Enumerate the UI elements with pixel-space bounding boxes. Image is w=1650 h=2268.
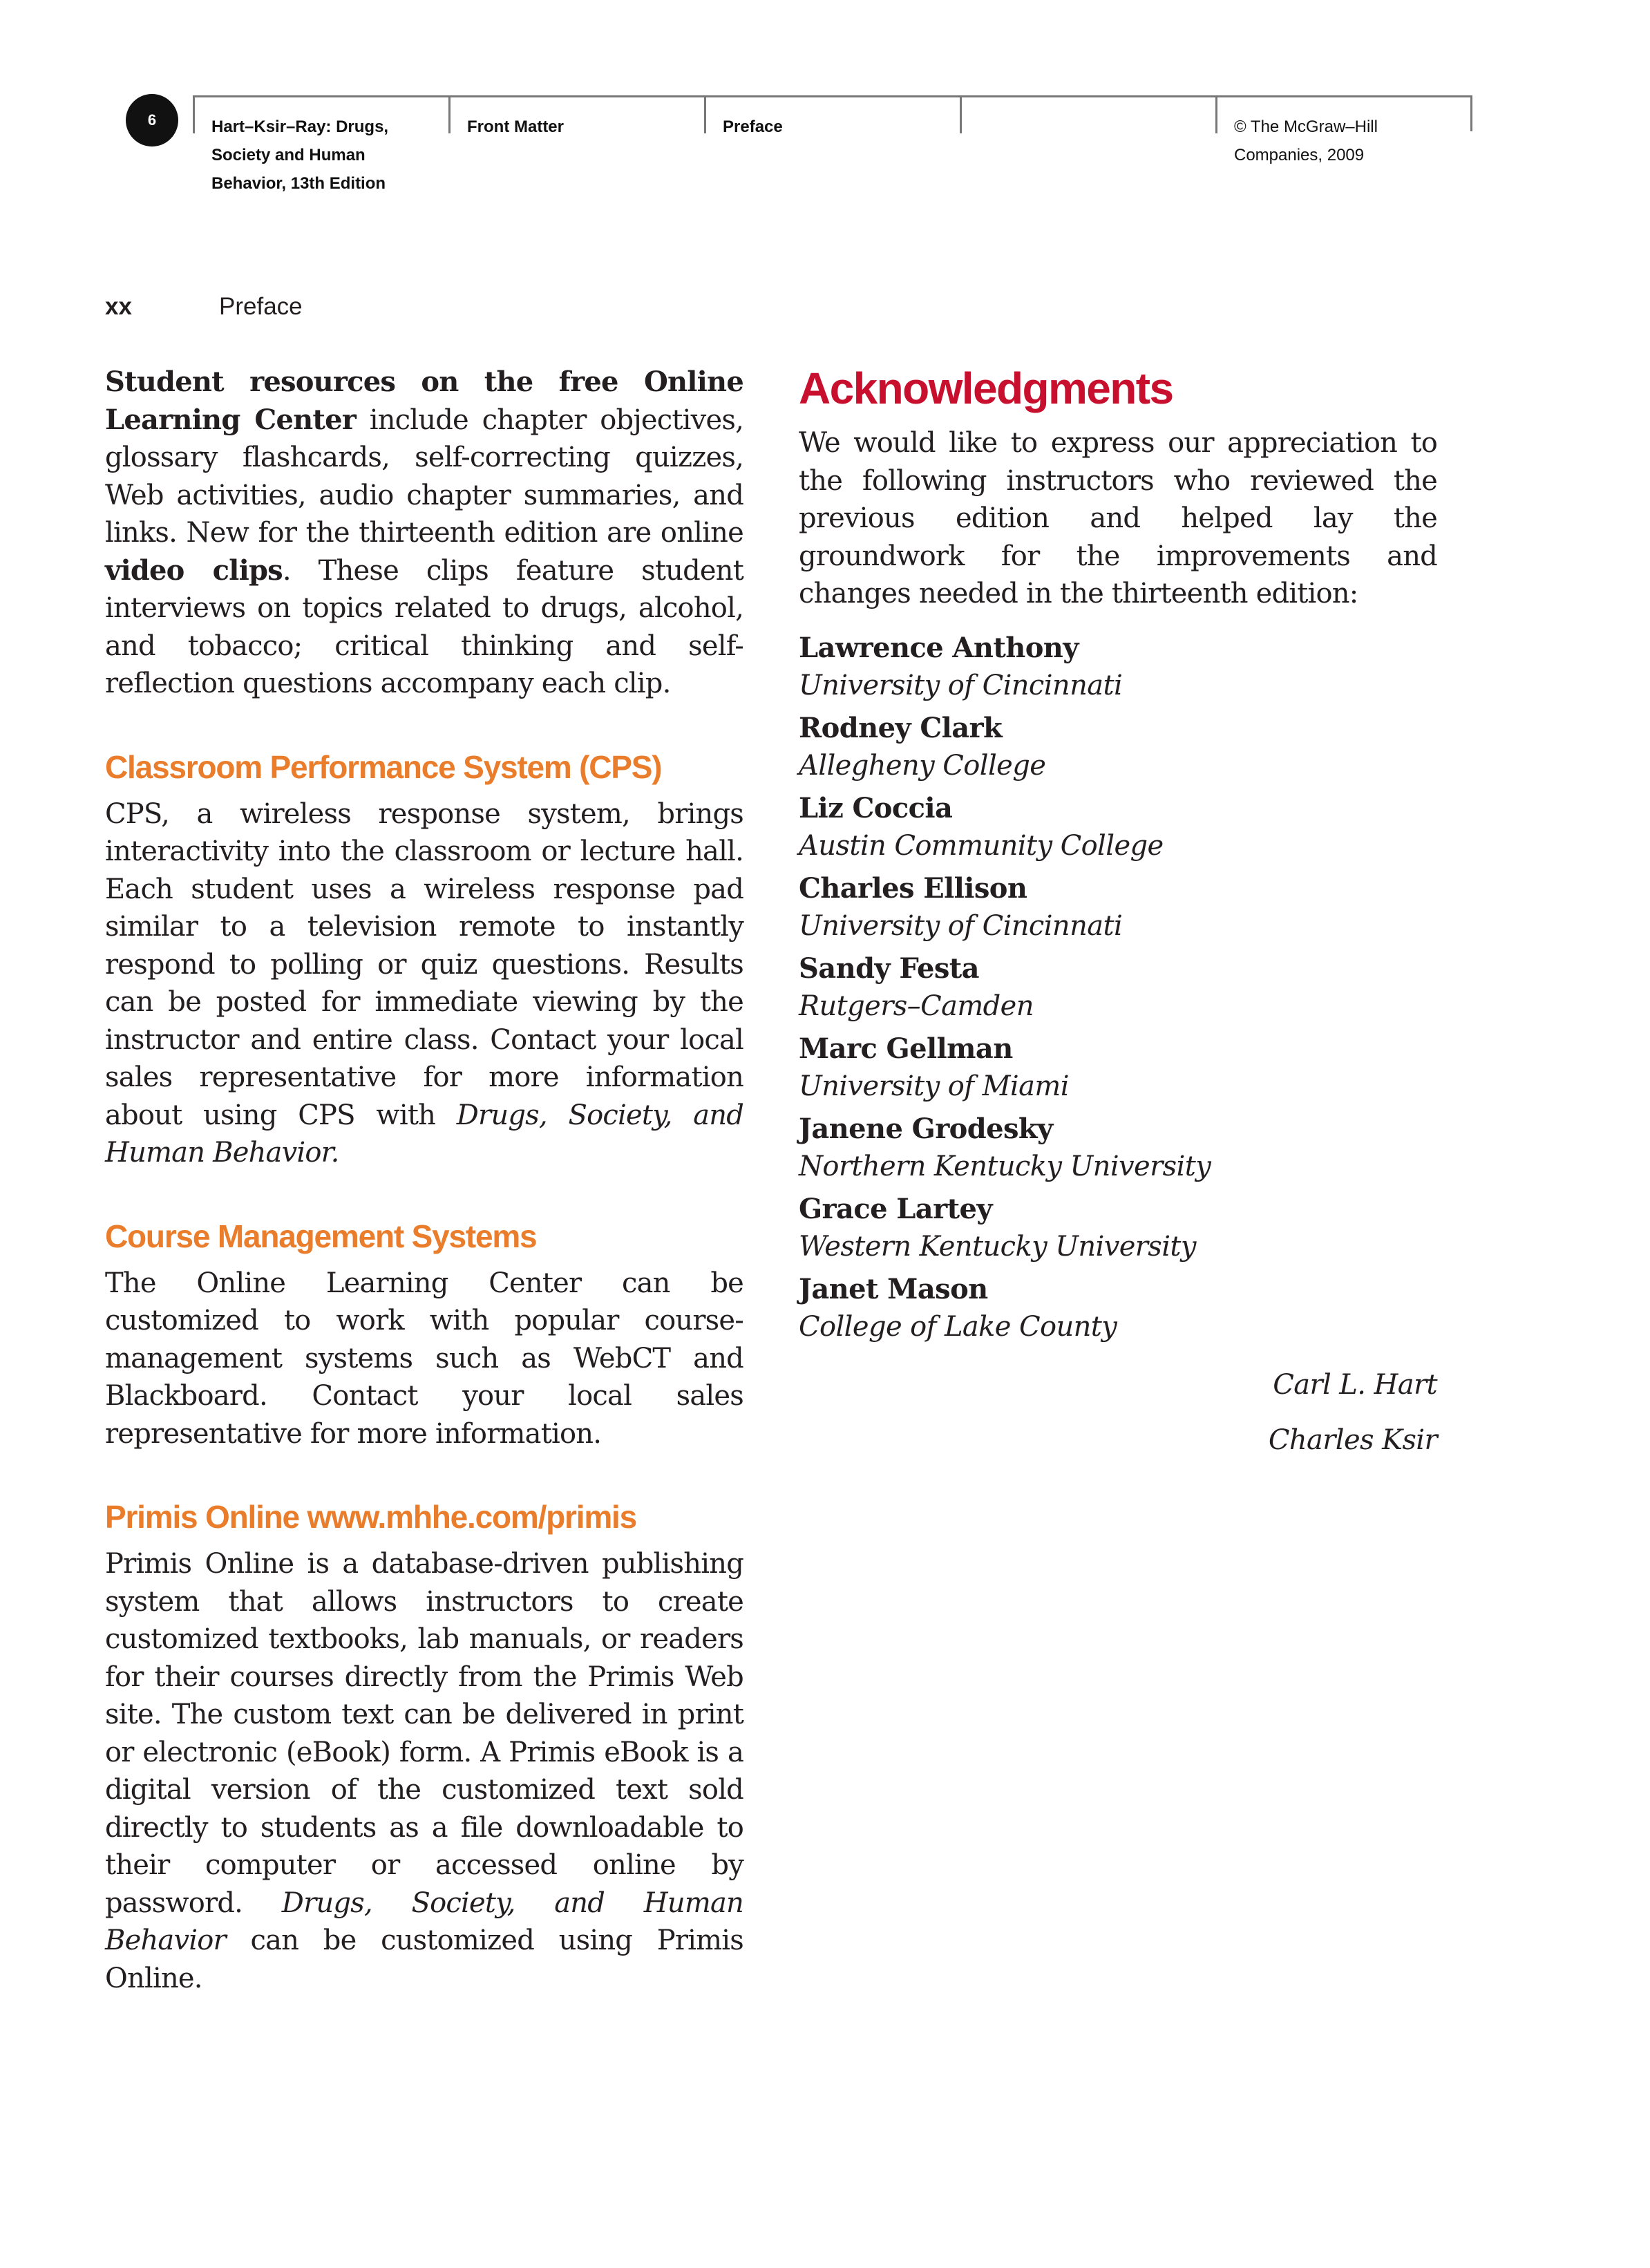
reviewer-entry (799, 1271, 1437, 1345)
reviewer-affiliation: Rutgers–Camden (799, 990, 1034, 1022)
reviewer-name: Rodney Clark (799, 711, 1003, 744)
reviewer-affiliation: University of Cincinnati (799, 909, 1123, 942)
reviewer-entry (799, 950, 1437, 1025)
header-section-cell (448, 95, 706, 136)
cms-heading: Course Management Systems (105, 1218, 537, 1254)
primis-text-1: Primis Online is a database-driven publishing system that allows instructors to create customized textbooks, lab manuals, or readers for their courses directly from the Primis Web site. The custom text can be delivered in print or electronic (eBook) form. A Primis eBook is a digital version of the customized text sold directly to students as a file downloadable to their computer or accessed online by password. (105, 1548, 743, 1919)
reviewer-name: Charles Ellison (799, 871, 1027, 905)
header-chapter-cell (704, 95, 962, 136)
cps-book-title: Drugs, Society, and Human Behavior. (105, 1099, 744, 1169)
header-book-line-2: Society and Human (211, 146, 366, 164)
reviewer-name: Grace Lartey (799, 1192, 992, 1225)
reviewer-affiliation: University of Cincinnati (799, 669, 1123, 701)
primis-text-2: can be customized using Primis Online. (105, 1925, 743, 1994)
cps-paragraph (105, 795, 743, 1172)
header-copyright-cell (1215, 95, 1472, 164)
header-end-rule (1470, 95, 1472, 131)
signature-hart: Carl L. Hart (1273, 1368, 1437, 1401)
left-column (105, 363, 743, 1997)
acknowledgments-heading: Acknowledgments (799, 363, 1173, 413)
header-book-cell (193, 95, 451, 193)
page-number-badge: 6 (126, 94, 178, 147)
signature-ksir: Charles Ksir (1268, 1424, 1437, 1456)
reviewer-affiliation: University of Miami (799, 1070, 1069, 1102)
reviewer-entry (799, 1191, 1437, 1265)
reviewer-entry (799, 1111, 1437, 1185)
header-copyright-line-1: © The McGraw–Hill (1234, 117, 1378, 136)
student-resources-lead: Student resources on the free Online Learning Center (105, 366, 743, 436)
reviewer-name: Liz Coccia (799, 791, 953, 824)
student-resources-text-2: . These clips feature student interviews on topics related to drugs, alcohol, and tobacco; critical thinking and self-reflection questions accompany each clip. (105, 554, 743, 699)
acknowledgments-intro: We would like to express our appreciation to the following instructors who reviewed the previous edition and helped lay the groundwork for the improvements and changes needed in the thirteenth edition: (799, 427, 1437, 609)
student-resources-text-1: include chapter objectives, glossary flashcards, self-correcting quizzes, Web activities, audio chapter summaries, and links. New for the thirteenth edition are online (105, 404, 743, 549)
reviewer-entry (799, 790, 1437, 864)
header-copyright-line-2: Companies, 2009 (1234, 146, 1365, 164)
primis-book-title: Drugs, Society, and Human Behavior (105, 1887, 743, 1956)
running-head (105, 293, 303, 321)
reviewer-name: Marc Gellman (799, 1032, 1013, 1065)
reviewer-affiliation: Austin Community College (799, 829, 1164, 862)
header-copyright (1234, 113, 1378, 169)
header-empty-cell (960, 95, 1217, 133)
reviewer-affiliation: Northern Kentucky University (799, 1150, 1211, 1182)
reviewer-name: Sandy Festa (799, 952, 979, 985)
primis-heading: Primis Online www.mhhe.com/primis (105, 1499, 636, 1535)
reviewer-entry (799, 1030, 1437, 1105)
video-clips-bold: video clips (105, 554, 283, 587)
reviewer-entry (799, 630, 1437, 704)
running-header-strip (0, 0, 1650, 207)
running-head-page: xx (105, 293, 132, 320)
reviewer-entry (799, 870, 1437, 945)
cps-heading: Classroom Performance System (CPS) (105, 748, 662, 785)
reviewer-name: Lawrence Anthony (799, 631, 1079, 664)
primis-paragraph (105, 1545, 743, 1997)
cps-text: CPS, a wireless response system, brings interactivity into the classroom or lecture hall. Each student uses a wireless response pad similar to a television remote to instantly respond to polling or quiz questions. Results can be posted for immediate viewing by the instructor and entire class. Contact your local sales representative for more information about using CPS with (105, 797, 743, 1131)
header-chapter: Preface (723, 117, 783, 136)
cms-paragraph: The Online Learning Center can be customized to work with popular course-management systems such as WebCT and Blackboard. Contact your local sales representative for more information. (105, 1267, 743, 1450)
header-book-title (211, 113, 388, 198)
reviewer-entry (799, 710, 1437, 784)
reviewer-affiliation: College of Lake County (799, 1310, 1117, 1343)
reviewer-name: Janet Mason (799, 1272, 988, 1305)
running-head-title: Preface (219, 293, 303, 320)
right-column (799, 363, 1437, 1459)
reviewer-affiliation: Western Kentucky University (799, 1230, 1196, 1263)
reviewer-affiliation: Allegheny College (799, 749, 1046, 782)
reviewer-name: Janene Grodesky (799, 1112, 1053, 1145)
student-resources-paragraph (105, 363, 743, 703)
header-book-line-1: Hart–Ksir–Ray: Drugs, (211, 117, 389, 136)
header-book-line-3: Behavior, 13th Edition (211, 174, 386, 193)
reviewer-list (799, 630, 1437, 1345)
header-section: Front Matter (467, 117, 564, 136)
